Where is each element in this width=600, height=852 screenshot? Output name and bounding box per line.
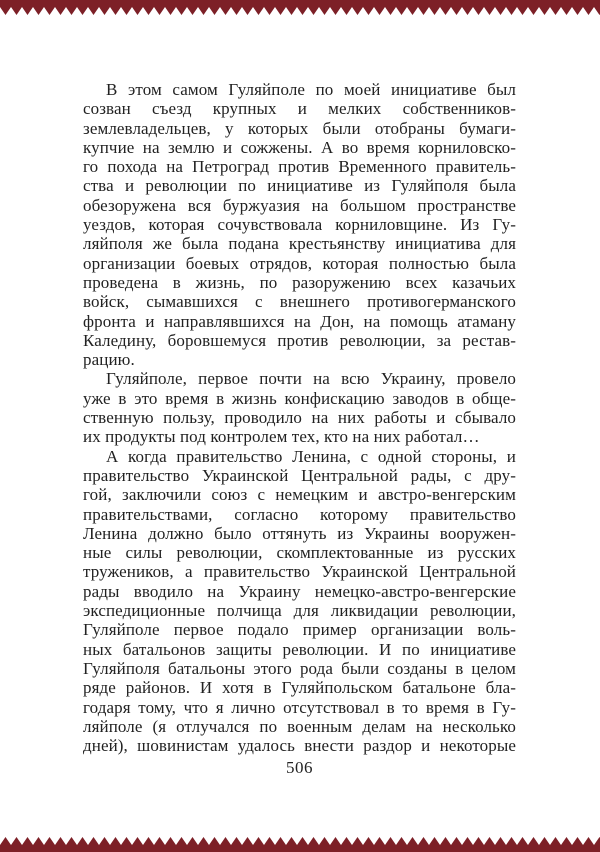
- text-line: рацию.: [83, 350, 135, 370]
- text-line: правительство Украинской Центральной рады, с дру-: [83, 465, 516, 485]
- text-line: ляйполя же была подана крестьянству инициатива для: [83, 234, 516, 254]
- text-block: [83, 80, 516, 755]
- text-line: ные силы революции, скомплектованные из русских: [83, 543, 516, 563]
- text-line: А когда правительство Ленина, с одной стороны, и: [106, 446, 516, 466]
- text-line: ляйполе (я отлучался по военным делам на несколько: [83, 716, 516, 736]
- text-line: Ленина должно было оттянуть из Украины вооружен-: [83, 523, 516, 543]
- text-line: В этом самом Гуляйполе по моей инициативе был: [106, 80, 516, 99]
- text-line: го похода на Петроград против Временного правитель-: [83, 157, 516, 177]
- text-line: ственную пользу, проводило на них работы и сбывало: [83, 408, 516, 428]
- text-line: ряде районов. И хотя в Гуляйпольском батальоне бла-: [83, 678, 516, 698]
- text-line: обезоружена вся буржуазия на большом пространстве: [83, 195, 516, 215]
- text-line: Гуляйполе первое подало пример организации воль-: [83, 620, 516, 640]
- text-line: созван съезд крупных и мелких собственников-: [83, 99, 516, 119]
- text-line: землевладельцев, у которых были отобраны бумаги-: [83, 118, 516, 138]
- text-line: их продукты под контролем тех, кто на них работал…: [83, 427, 480, 447]
- text-line: экспедиционные полчища для ликвидации революции,: [83, 601, 516, 621]
- text-line: гой, заключили союз с немецким и австро-венгерским: [83, 485, 516, 505]
- zigzag-border-bottom-ornament: [0, 837, 600, 852]
- text-line: рады вводило на Украину немецко-австро-венгерские: [83, 581, 516, 601]
- text-line: уже в это время в жизнь конфискацию заводов в обще-: [83, 388, 516, 408]
- text-line: фронта и направлявшихся на Дон, на помощь атаману: [83, 311, 516, 331]
- text-line: годаря тому, что я лично отсутствовал в то время в Гу-: [83, 697, 516, 717]
- text-line: ства и революции по инициативе из Гуляйполя была: [83, 176, 516, 196]
- text-line: дней), шовинистам удалось внести раздор и некоторые: [83, 736, 516, 756]
- text-line: Гуляйполя батальоны этого рода были созданы в целом: [83, 658, 516, 678]
- text-line: Гуляйполе, первое почти на всю Украину, провело: [106, 369, 516, 389]
- text-line: уездов, которая сочувствовала корниловщине. Из Гу-: [83, 215, 516, 235]
- zigzag-border-top-ornament: [0, 0, 600, 15]
- text-line: ных батальонов защиты революции. И по инициативе: [83, 639, 516, 659]
- text-line: правительствами, согласно которому правительство: [83, 504, 516, 524]
- text-line: тружеников, а правительство Украинской Центральной: [83, 562, 516, 582]
- page-number: 506: [286, 758, 313, 777]
- text-line: проведена в жизнь, по разоружению всех казачьих: [83, 272, 516, 292]
- text-line: Каледину, боровшемуся против революции, за рестав-: [83, 330, 516, 350]
- text-line: организации боевых отрядов, которая полностью была: [83, 253, 516, 273]
- text-line: войск, сымавшихся с внешнего противогерманского: [83, 292, 516, 312]
- text-line: купчие на землю и сожжены. А во время корниловско-: [83, 137, 516, 157]
